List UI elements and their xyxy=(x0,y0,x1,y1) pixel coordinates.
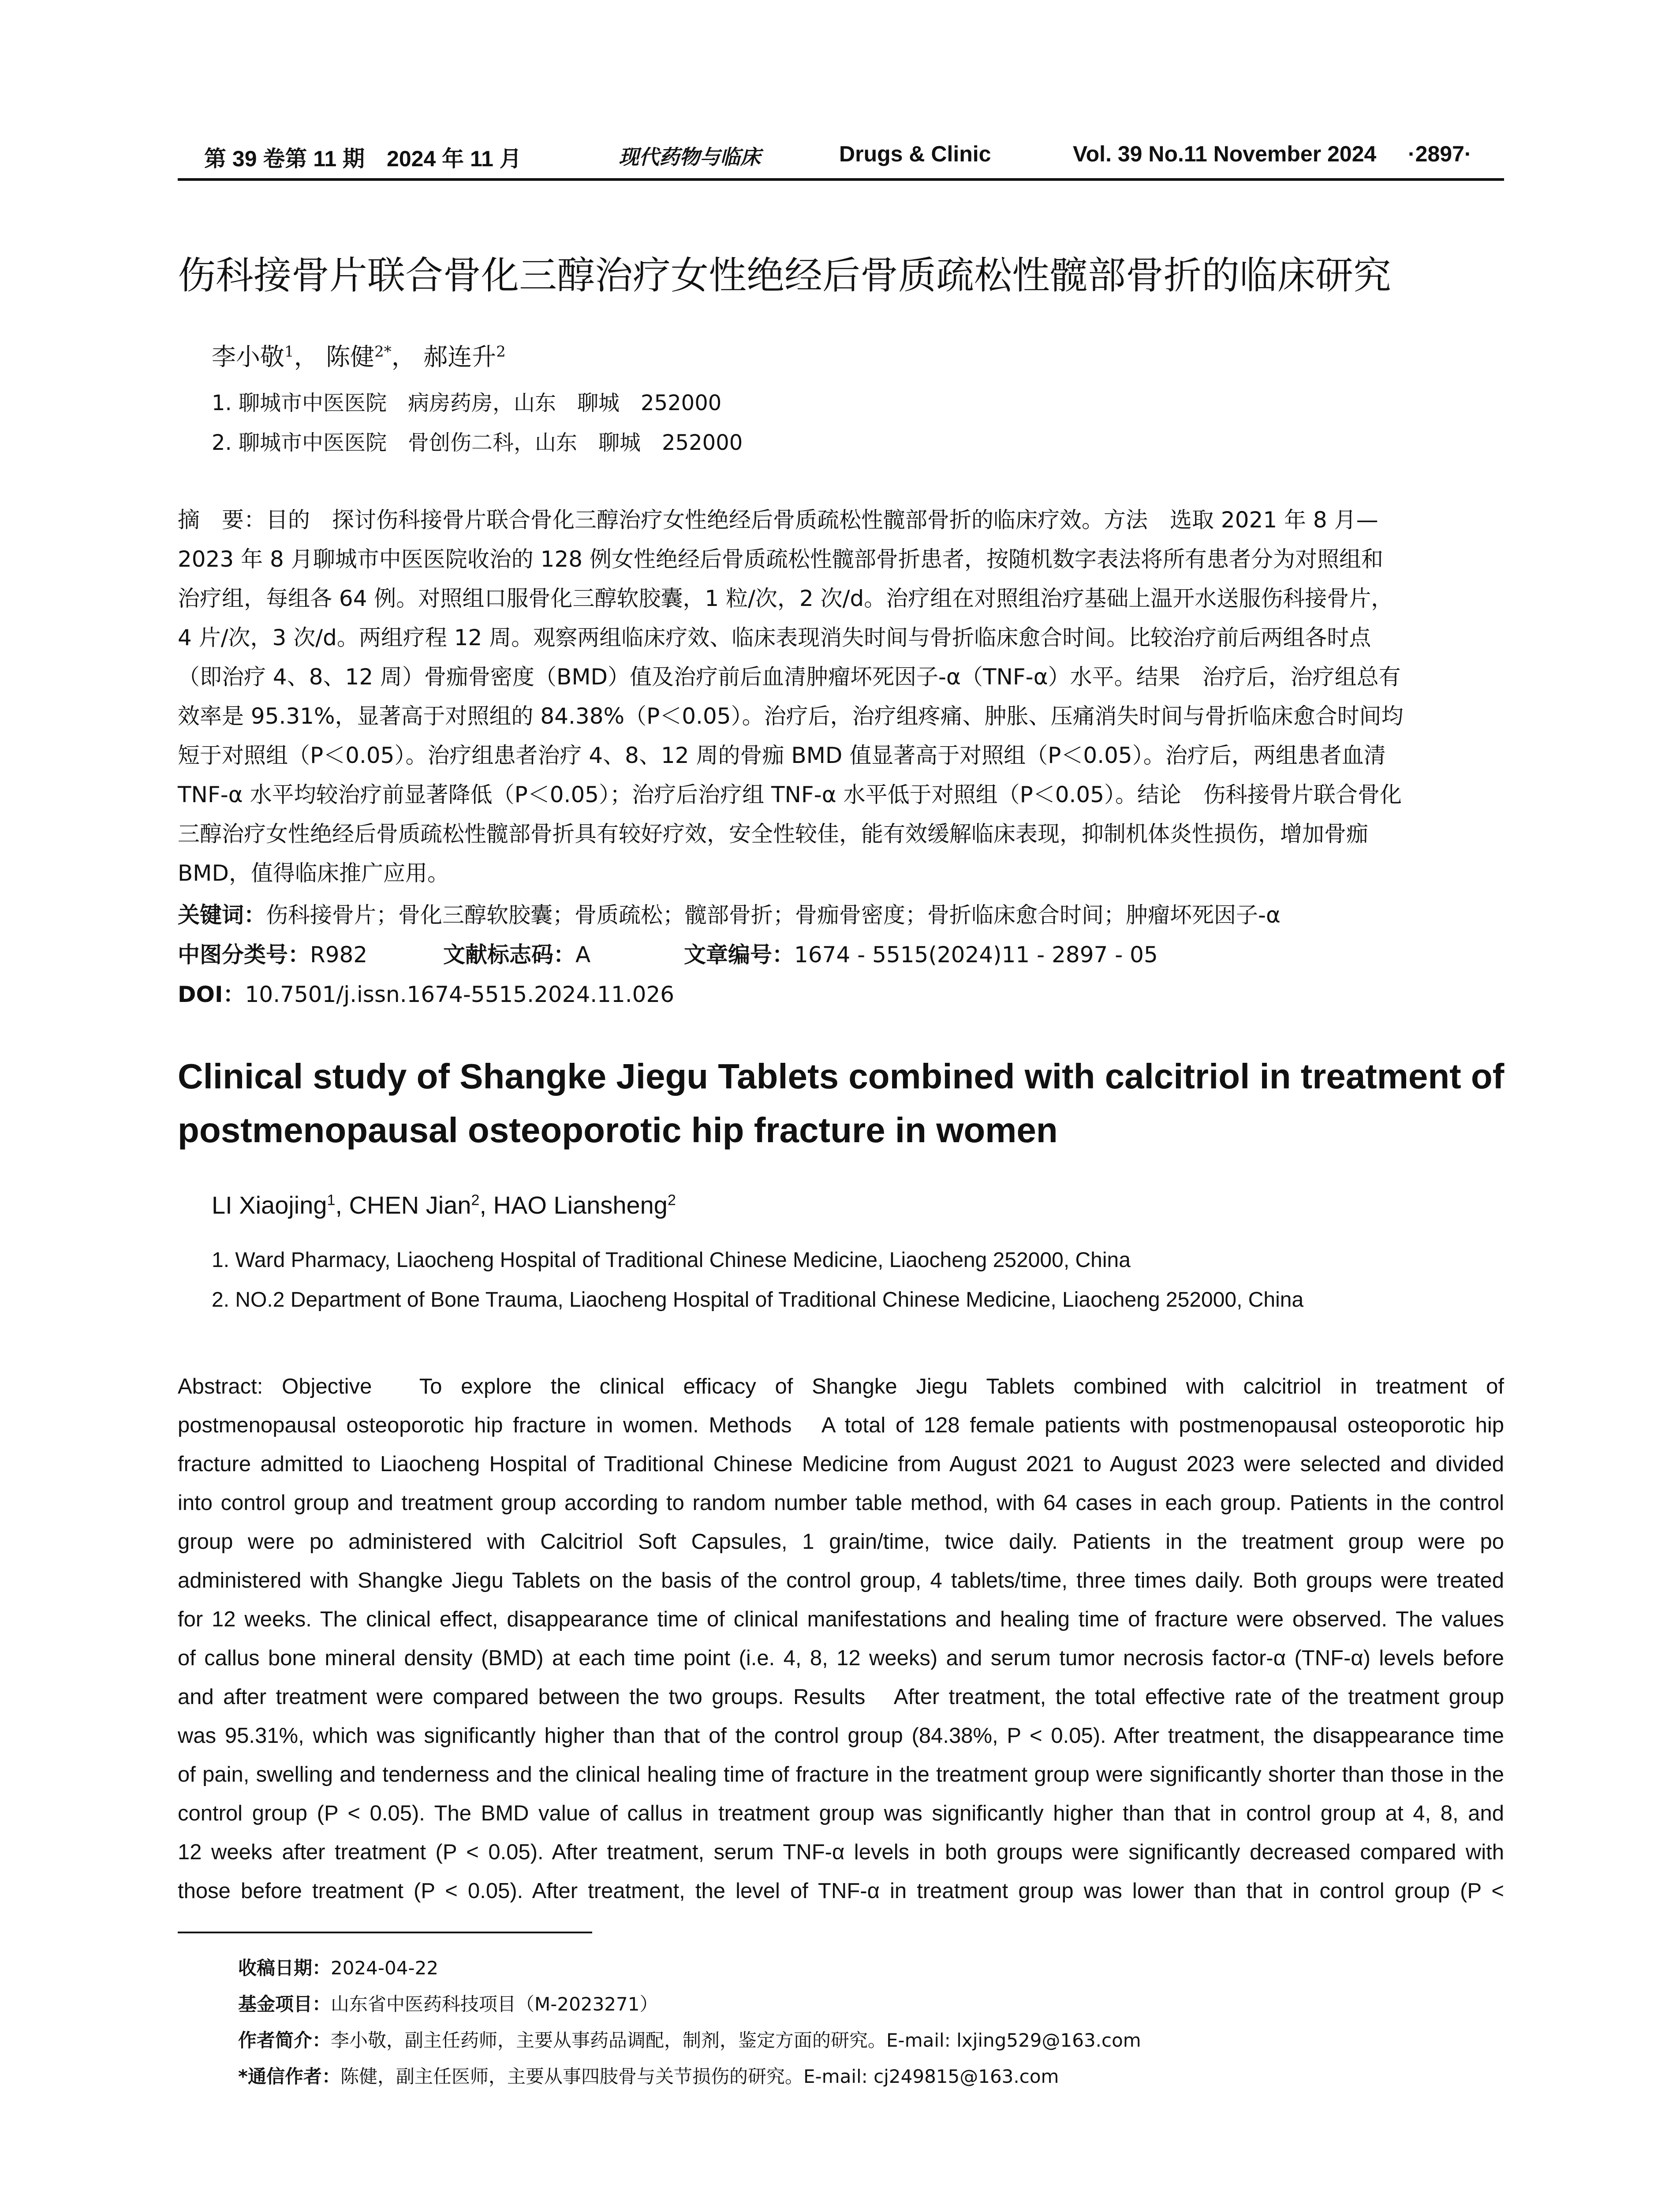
abstract-en-line: was 95.31%, which was significantly higher than that of the control group (84.38%, P < 0.05). After treatment, the disappearance time xyxy=(178,1724,1504,1748)
doc-code-label: 文献标志码： xyxy=(443,942,575,968)
footnote-label: 作者简介： xyxy=(238,2029,331,2051)
keywords-text: 伤科接骨片；骨化三醇软胶囊；骨质疏松；髋部骨折；骨痂骨密度；骨折临床愈合时间；肿瘤坏死因子-α xyxy=(266,902,1281,928)
header-issue-en: Vol. 39 No.11 November 2024 xyxy=(1073,142,1377,166)
author-affiliation-mark: 2* xyxy=(374,343,392,361)
author-name: LI Xiaojing xyxy=(212,1191,327,1219)
footnote-author-bio xyxy=(238,2026,1141,2052)
author-affiliation-mark: 2 xyxy=(471,1192,480,1209)
abstract-cn-line: 三醇治疗女性绝经后骨质疏松性髋部骨折具有较好疗效，安全性较佳，能有效缓解临床表现，抑制机体炎性损伤，增加骨痂 xyxy=(178,821,1368,847)
abstract-en-line: and after treatment were compared between the two groups. Results After treatment, the total effective rate of the treatment group xyxy=(178,1685,1504,1709)
abstract-en-line: postmenopausal osteoporotic hip fracture in women. Methods A total of 128 female patients with postmenopausal osteoporotic hip xyxy=(178,1413,1504,1437)
footnote-text: 李小敬，副主任药师，主要从事药品调配，制剂，鉴定方面的研究。E-mail: lxjing529@163.com xyxy=(331,2029,1141,2051)
author-affiliation-mark: 2 xyxy=(667,1192,676,1209)
footnote-text: 2024-04-22 xyxy=(331,1957,439,1979)
footnote-funding xyxy=(238,1990,658,2016)
abstract-en xyxy=(178,1367,1504,1910)
footnote-corresponding-author xyxy=(238,2062,1059,2089)
paper-title-en xyxy=(178,1050,1504,1157)
abstract-en-line: fracture admitted to Liaocheng Hospital of Traditional Chinese Medicine from August 2021 to August 2023 were selected and divided xyxy=(178,1452,1504,1476)
keywords-cn xyxy=(178,897,1281,929)
paper-title-en-line: postmenopausal osteoporotic hip fracture in women xyxy=(178,1110,1058,1150)
doi-value: 10.7501/j.issn.1674-5515.2024.11.026 xyxy=(245,982,675,1007)
abstract-en-line: Abstract: Objective To explore the clinical efficacy of Shangke Jiegu Tablets combined with calcitriol in treatment of xyxy=(178,1375,1504,1398)
abstract-en-line: group were po administered with Calcitriol Soft Capsules, 1 grain/time, twice daily. Patients in the treatment group were po xyxy=(178,1530,1504,1554)
abstract-cn-line: 效率是 95.31%，显著高于对照组的 84.38%（P＜0.05）。治疗后，治疗组疼痛、肿胀、压痛消失时间与骨折临床愈合时间均 xyxy=(178,703,1404,729)
paper-title-cn: 伤科接骨片联合骨化三醇治疗女性绝经后骨质疏松性髋部骨折的临床研究 xyxy=(178,254,1391,298)
header-issue-cn: 第 39 卷第 11 期 2024 年 11 月 xyxy=(204,146,522,171)
header-page-number: ·2897· xyxy=(1408,142,1472,166)
authors-cn: 李小敬$^1$， 陈健$^{2*}$， 郝连升$^2$ xyxy=(212,343,506,371)
abstract-en-line: of callus bone mineral density (BMD) at each time point (i.e. 4, 8, 12 weeks) and serum tumor necrosis factor-α (TNF-α) levels before xyxy=(178,1646,1504,1670)
abstract-en-line: control group (P < 0.05). The BMD value of callus in treatment group was significantly higher than that in control group at 4, 8, and xyxy=(178,1801,1504,1825)
abstract-en-line: for 12 weeks. The clinical effect, disappearance time of clinical manifestations and healing time of fracture were observed. The values xyxy=(178,1607,1504,1631)
abstract-cn-line: 治疗组，每组各 64 例。对照组口服骨化三醇软胶囊，1 粒/次，2 次/d。治疗组在对照组治疗基础上温开水送服伤科接骨片， xyxy=(178,586,1393,611)
author-name: 李小敬 xyxy=(212,343,285,371)
footnote-divider xyxy=(178,1932,592,1933)
footnote-received xyxy=(238,1954,438,1980)
abstract-cn-line: BMD，值得临床推广应用。 xyxy=(178,860,449,886)
doi-label: DOI： xyxy=(178,982,245,1007)
author-name: 陈健 xyxy=(326,343,375,371)
footnote-text: 陈健，副主任医师，主要从事四肢骨与关节损伤的研究。E-mail: cj249815@163.com xyxy=(340,2066,1059,2087)
running-header xyxy=(178,136,1504,181)
abstract-cn-line: 摘 要：目的 探讨伤科接骨片联合骨化三醇治疗女性绝经后骨质疏松性髋部骨折的临床疗效。方法 选取 2021 年 8 月— xyxy=(178,507,1378,533)
author-name: 郝连升 xyxy=(423,343,497,371)
abstract-en-line: those before treatment (P < 0.05). After treatment, the level of TNF-α in treatment group was lower than that in control group (P < xyxy=(178,1879,1504,1903)
paper-title-en-line: Clinical study of Shangke Jiegu Tablets combined with calcitriol in treatment of xyxy=(178,1057,1505,1096)
author-name: HAO Liansheng xyxy=(493,1191,668,1219)
doc-code-value: A xyxy=(575,942,591,968)
article-number-value: 1674 - 5515(2024)11 - 2897 - 05 xyxy=(794,942,1158,968)
classification-row xyxy=(178,937,1158,969)
abstract-cn-line: 短于对照组（P＜0.05）。治疗组患者治疗 4、8、12 周的骨痂 BMD 值显著高于对照组（P＜0.05）。治疗后，两组患者血清 xyxy=(178,743,1386,768)
abstract-en-line: 12 weeks after treatment (P < 0.05). After treatment, serum TNF-α levels in both groups were significantly decreased compared with xyxy=(178,1840,1504,1864)
footnote-label: *通信作者： xyxy=(238,2066,340,2087)
abstract-cn-line: TNF-α 水平均较治疗前显著降低（P＜0.05）；治疗后治疗组 TNF-α 水平低于对照组（P＜0.05）。结论 伤科接骨片联合骨化 xyxy=(178,782,1402,807)
author-affiliation-mark: 2 xyxy=(496,343,506,361)
abstract-en-line: into control group and treatment group according to random number table method, with 64 cases in each group. Patients in the control xyxy=(178,1491,1504,1515)
abstract-en-line: of pain, swelling and tenderness and the clinical healing time of fracture in the treatment group were significantly shorter than those in the xyxy=(178,1763,1504,1786)
author-name: CHEN Jian xyxy=(349,1191,471,1219)
abstract-cn xyxy=(178,501,1504,893)
header-journal-cn: 现代药物与临床 xyxy=(619,145,761,169)
abstract-cn-line: 2023 年 8 月聊城市中医医院收治的 128 例女性绝经后骨质疏松性髋部骨折患者，按随机数字表法将所有患者分为对照组和 xyxy=(178,546,1383,572)
affiliation-en: 2. NO.2 Department of Bone Trauma, Liaocheng Hospital of Traditional Chinese Medicine, Liaocheng 252000, China xyxy=(212,1288,1304,1312)
header-journal-en: Drugs & Clinic xyxy=(839,142,991,166)
clc-value: R982 xyxy=(310,942,368,968)
doi-row xyxy=(178,977,674,1009)
clc-label: 中图分类号： xyxy=(178,942,310,968)
author-affiliation-mark: 1 xyxy=(284,343,294,361)
abstract-cn-line: 4 片/次，3 次/d。两组疗程 12 周。观察两组临床疗效、临床表现消失时间与骨折临床愈合时间。比较治疗前后两组各时点 xyxy=(178,625,1371,650)
abstract-en-line: administered with Shangke Jiegu Tablets on the basis of the control group, 4 tablets/time, three times daily. Both groups were treated xyxy=(178,1569,1504,1592)
affiliation-cn: 1. 聊城市中医医院 病房药房，山东 聊城 252000 xyxy=(212,391,722,415)
keywords-label: 关键词： xyxy=(178,902,266,928)
author-affiliation-mark: 1 xyxy=(327,1192,336,1209)
abstract-cn-line: （即治疗 4、8、12 周）骨痂骨密度（BMD）值及治疗前后血清肿瘤坏死因子-α（TNF-α）水平。结果 治疗后，治疗组总有 xyxy=(178,664,1401,690)
authors-en: LI Xiaojing$^1$, CHEN Jian$^2$, HAO Liansheng$^2$ xyxy=(212,1191,676,1219)
affiliation-en: 1. Ward Pharmacy, Liaocheng Hospital of Traditional Chinese Medicine, Liaocheng 252000, China xyxy=(212,1248,1131,1272)
footnote-label: 收稿日期： xyxy=(238,1957,331,1979)
affiliation-cn: 2. 聊城市中医医院 骨创伤二科，山东 聊城 252000 xyxy=(212,430,743,455)
footnote-label: 基金项目： xyxy=(238,1993,331,2015)
footnote-text: 山东省中医药科技项目（M-2023271） xyxy=(331,1993,658,2015)
article-number-label: 文章编号： xyxy=(684,942,795,968)
